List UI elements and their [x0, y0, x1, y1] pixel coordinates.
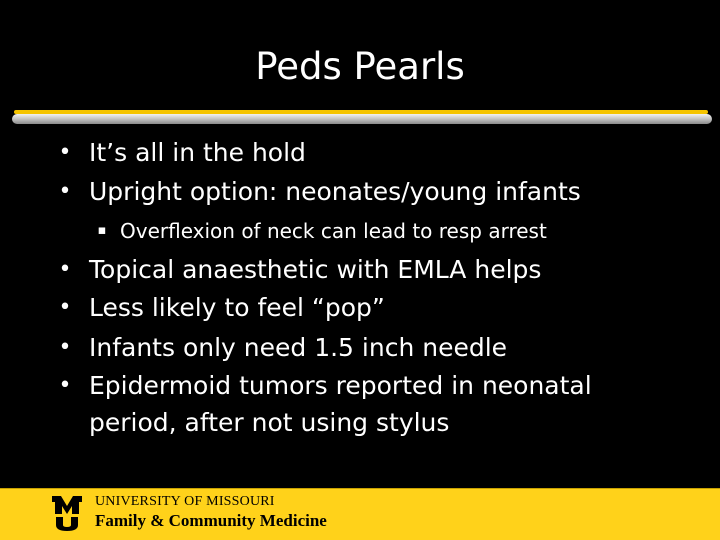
bullet-text: Epidermoid tumors reported in neonatal: [89, 371, 592, 400]
bullet-text: Less likely to feel “pop”: [89, 293, 385, 322]
bullet-text-continued: period, after not using stylus: [89, 408, 450, 437]
bullet-text: It’s all in the hold: [89, 138, 306, 167]
bullet-marker: •: [58, 295, 72, 320]
footer-rule: [0, 488, 720, 489]
footer-university-name: UNIVERSITY OF MISSOURI: [95, 494, 275, 509]
footer-department-name: Family & Community Medicine: [95, 511, 327, 530]
bullet-marker: •: [58, 335, 72, 360]
bullet-marker: •: [58, 373, 72, 398]
bullet-marker: •: [58, 179, 72, 204]
bullet-marker: •: [58, 140, 72, 165]
bullet-text: Infants only need 1.5 inch needle: [89, 333, 508, 362]
bullet-marker: •: [58, 257, 72, 282]
bullet-text: Upright option: neonates/young infants: [89, 177, 581, 206]
sub-bullet-text: Overflexion of neck can lead to resp arrest: [120, 219, 547, 243]
bullet-text: Topical anaesthetic with EMLA helps: [89, 255, 542, 284]
mizzou-block-m-logo: [50, 494, 84, 532]
sub-bullet-marker: ▪: [97, 223, 107, 238]
slide-title: Peds Pearls: [255, 45, 465, 88]
